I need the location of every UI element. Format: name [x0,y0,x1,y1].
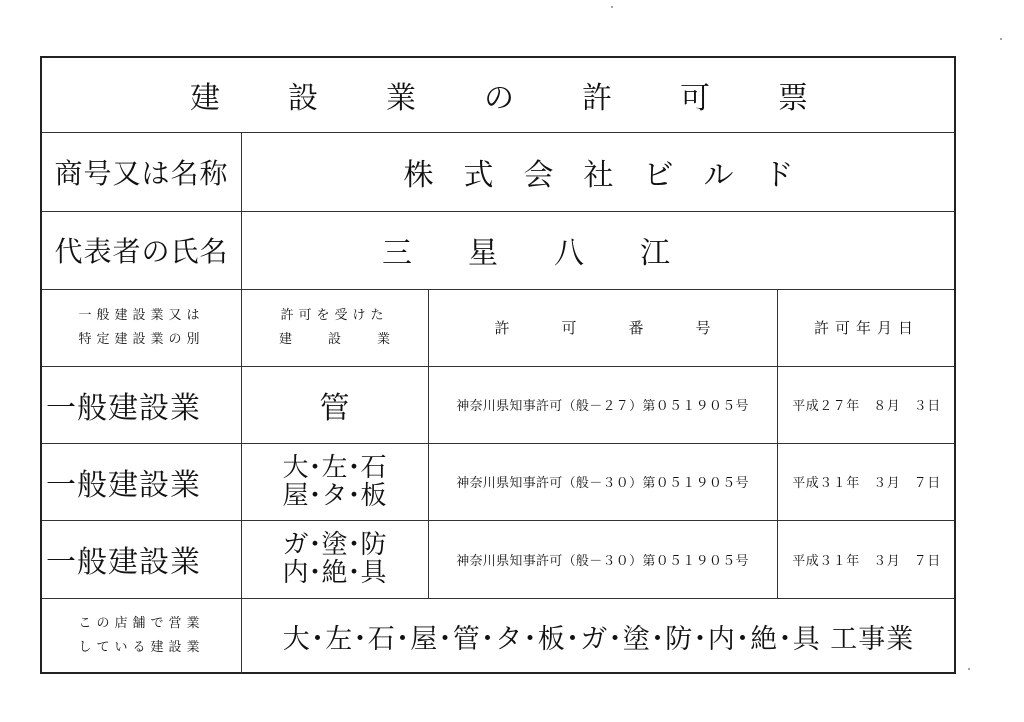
permit-sign [40,56,956,674]
row-work: 管 [319,390,350,426]
row-work: 大･左･石 屋･タ･板 [282,452,387,511]
scan-speck [1000,38,1002,40]
header-category [42,289,241,366]
scan-speck [968,668,970,670]
row-date: 平成２７年 ８月 ３日 [792,399,941,414]
row-category: 一般建設業 [46,390,201,426]
sign-title: 建設業の許可票 [190,81,876,116]
representative-label: 代表者の氏名 [54,235,229,268]
scan-speck [611,6,613,8]
row-date: 平成３１年 ３月 ７日 [792,553,941,569]
header-category-line2: 特定建設業の別 [78,331,205,347]
footer-work-list: 大･左･石･屋･管･タ･板･ガ･塗･防･内･絶･具 工事業 [282,623,915,655]
company-name: 株式会社ビルド [403,157,824,193]
company-label: 商号又は名称 [54,156,229,190]
row-date: 平成３１年 ３月 ７日 [792,476,941,491]
row-permit-number: 神奈川県知事許可（般－３０）第０５１９０５号 [456,553,749,569]
footer-label-line2: している建設業 [78,640,205,655]
header-work-line2: 建設業 [278,331,426,347]
header-category-line1: 一般建設業又は [78,307,205,323]
row-category: 一般建設業 [46,545,201,580]
row-category: 一般建設業 [46,467,201,503]
footer-label [42,598,241,674]
row-permit-number: 神奈川県知事許可（般－３０）第０５１９０５号 [456,476,749,491]
header-work-line1: 許可を受けた [280,307,389,323]
row-work: ガ･塗･防 内･絶･具 [282,530,387,588]
footer-label-line1: この店舗で営業 [78,616,205,631]
header-work [241,289,428,366]
representative-name: 三星八江 [382,236,726,271]
header-permit-number: 許可番号 [494,319,763,337]
header-date: 許可年月日 [813,319,919,337]
row-permit-number: 神奈川県知事許可（般－２７）第０５１９０５号 [456,399,749,414]
